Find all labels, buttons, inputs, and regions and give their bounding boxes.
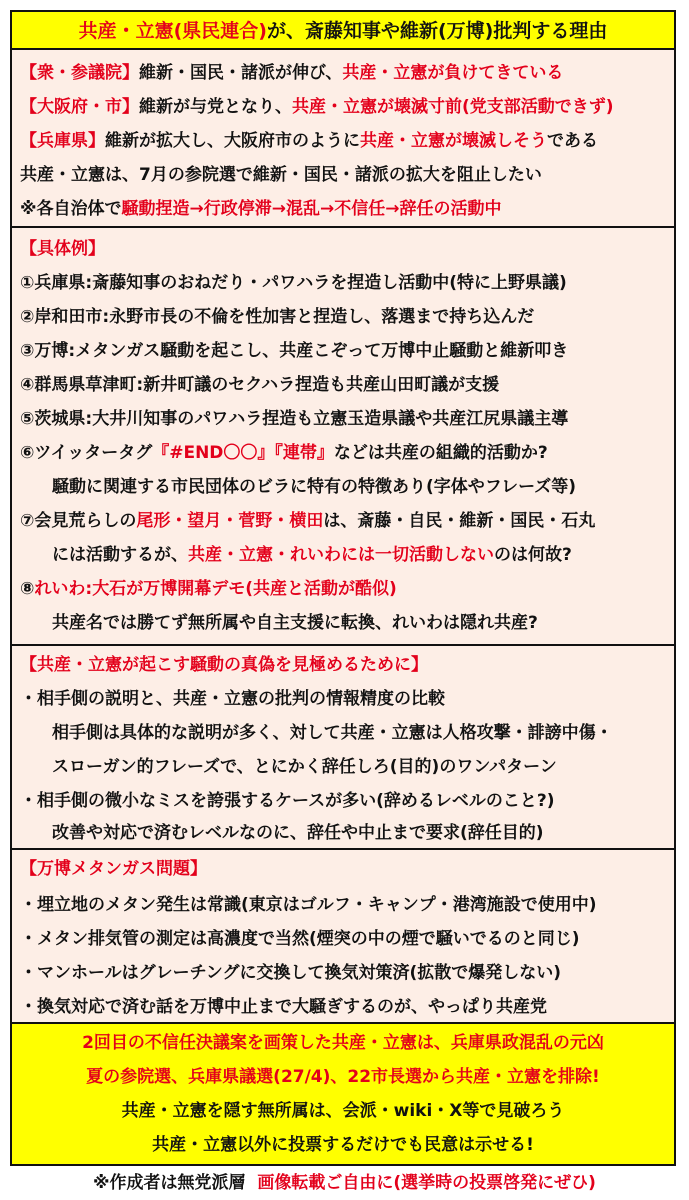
example-line-2: ②岸和田市:永野市長の不倫を性加害と捏造し、落選まで持ち込んだ [20, 307, 535, 327]
methane-line-3: ・マンホールはグレーチングに交換して換気対策済(拡散で爆発しない) [20, 963, 562, 983]
methane-heading: 【万博メタンガス問題】 [20, 859, 207, 879]
examples-heading: 【具体例】 [20, 239, 105, 259]
methane-line-2: ・メタン排気管の測定は高濃度で当然(煙突の中の煙で騒いでるのと同じ) [20, 929, 580, 949]
example-line-8: ⑦会見荒らしの尾形・望月・菅野・横田は、斎藤・自民・維新・国民・石丸 [20, 511, 596, 531]
example-line-11: 共産名では勝てず無所属や自主支援に転換、れいわは隠れ共産? [52, 613, 538, 633]
title-part: が、斎藤知事や維新(万博)批判する理由 [267, 20, 608, 42]
title-part-red: 共産・立憲(県民連合) [78, 20, 267, 42]
page-title [12, 13, 674, 49]
example-line-6: ⑥ツイッタータグ『#END〇〇』『連帯』などは共産の組織的活動か? [20, 443, 548, 463]
truth-heading: 【共産・立憲が起こす騒動の真偽を見極めるために】 [20, 655, 428, 675]
footer-reuse: 画像転載ご自由に(選挙時の投票啓発にぜひ) [257, 1173, 596, 1193]
example-line-4: ④群馬県草津町:新井町議のセクハラ捏造も共産山田町議が支援 [20, 375, 500, 395]
intro-section [10, 48, 676, 228]
truth-line-3: スローガン的フレーズで、とにかく辞任しろ(目的)のワンパターン [52, 757, 557, 777]
example-line-7: 騒動に関連する市民団体のビラに特有の特徴あり(字体やフレーズ等) [52, 477, 577, 497]
conclusion-line-3: 共産・立憲を隠す無所属は、会派・wiki・X等で見破ろう [121, 1101, 565, 1121]
truth-line-2: 相手側は具体的な説明が多く、対して共産・立憲は人格攻撃・誹謗中傷・ [52, 723, 613, 743]
intro-line-4: 共産・立憲は、7月の参院選で維新・国民・諸派の拡大を阻止したい [20, 165, 542, 185]
conclusion-line-2: 夏の参院選、兵庫県議選(27/4)、22市長選から共産・立憲を排除! [86, 1067, 600, 1087]
title-banner [10, 10, 676, 50]
conclusion-line-4: 共産・立憲以外に投票するだけでも民意は示せる! [152, 1135, 534, 1155]
example-line-1: ①兵庫県:斎藤知事のおねだり・パワハラを捏造し活動中(特に上野県議) [20, 273, 567, 293]
example-line-10: ⑧れいわ:大石が万博開幕デモ(共産と活動が酷似) [20, 579, 397, 599]
conclusion-line-1: 2回目の不信任決議案を画策した共産・立憲は、兵庫県政混乱の元凶 [82, 1033, 604, 1053]
methane-section [10, 848, 676, 1024]
conclusion-section [10, 1022, 676, 1166]
truth-line-4: ・相手側の微小なミスを誇張するケースが多い(辞めるレベルのこと?) [20, 791, 555, 811]
example-line-5: ⑤茨城県:大井川知事のパワハラ捏造も立憲玉造県議や共産江尻県議主導 [20, 409, 569, 429]
intro-line-5: ※各自治体で騒動捏造→行政停滞→混乱→不信任→辞任の活動中 [20, 199, 502, 219]
methane-line-1: ・埋立地のメタン発生は常識(東京はゴルフ・キャンプ・港湾施設で使用中) [20, 895, 597, 915]
intro-line-3: 【兵庫県】維新が拡大し、大阪府市のように共産・立憲が壊滅しそうである [20, 131, 598, 151]
footer-author: ※作成者は無党派層 [93, 1173, 246, 1193]
truth-section [10, 644, 676, 850]
intro-line-1: 【衆・参議院】維新・国民・諸派が伸び、共産・立憲が負けてきている [20, 63, 564, 83]
footer-note [0, 1168, 689, 1198]
example-line-9: には活動するが、共産・立憲・れいわには一切活動しないのは何故? [52, 545, 572, 565]
examples-section [10, 226, 676, 646]
truth-line-1: ・相手側の説明と、共産・立憲の批判の情報精度の比較 [20, 689, 445, 709]
methane-line-4: ・換気対応で済む話を万博中止まで大騒ぎするのが、やっぱり共産党 [20, 997, 547, 1017]
truth-line-5: 改善や対応で済むレベルなのに、辞任や中止まで要求(辞任目的) [52, 823, 544, 843]
example-line-3: ③万博:メタンガス騒動を起こし、共産こぞって万博中止騒動と維新叩き [20, 341, 569, 361]
intro-line-2: 【大阪府・市】維新が与党となり、共産・立憲が壊滅寸前(党支部活動できず) [20, 97, 614, 117]
